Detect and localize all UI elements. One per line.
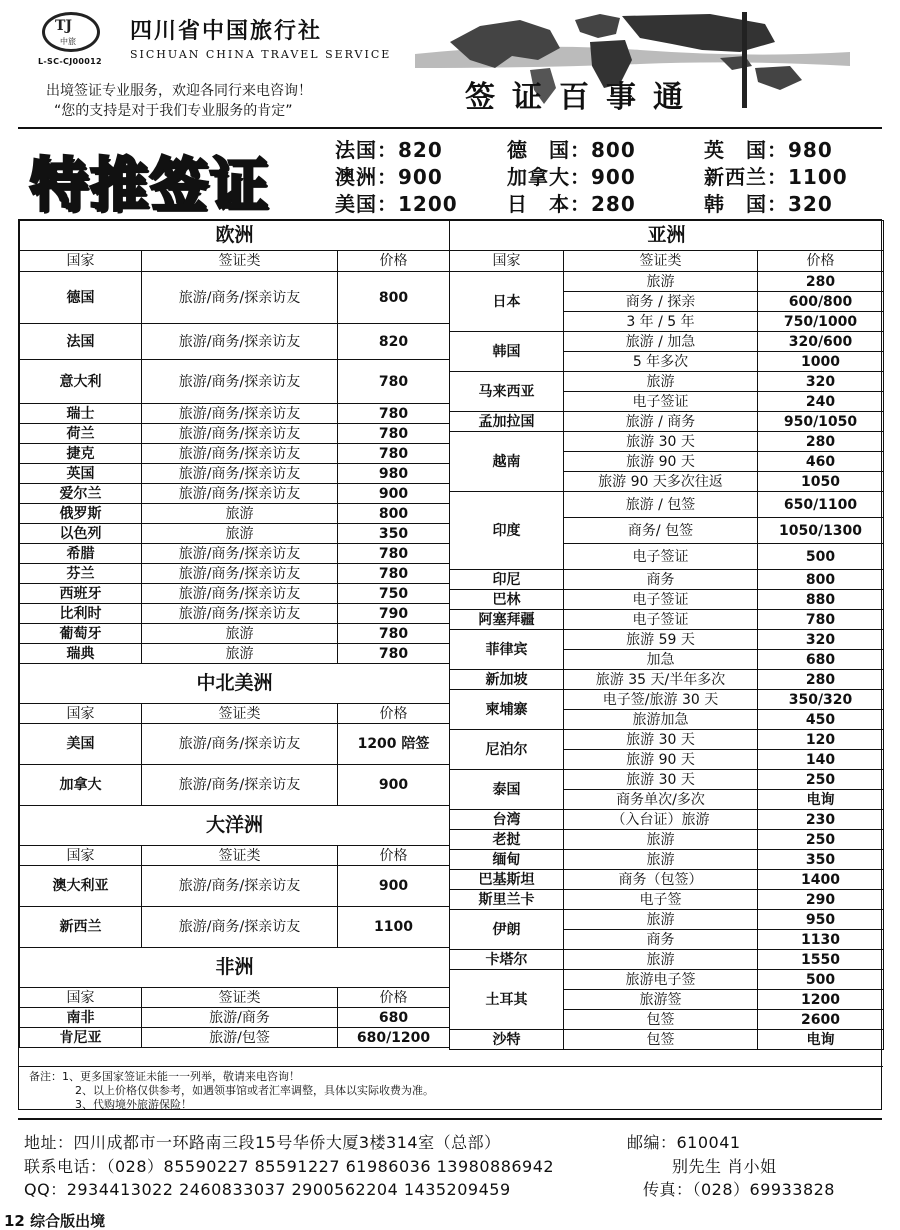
region-title: 中北美洲 [20, 664, 450, 704]
price-cell: 320 [758, 372, 884, 392]
price-cell: 500 [758, 970, 884, 990]
country-cell: 俄罗斯 [20, 504, 142, 524]
table-row [20, 524, 450, 544]
visa-type-cell: 电子签证 [564, 590, 758, 610]
table-row [20, 564, 450, 584]
table-row [450, 610, 884, 630]
table-row [450, 870, 884, 890]
country-cell: 缅甸 [450, 850, 564, 870]
country-cell: 爱尔兰 [20, 484, 142, 504]
price-cell: 950/1050 [758, 412, 884, 432]
country-cell: 孟加拉国 [450, 412, 564, 432]
country-cell: 土耳其 [450, 970, 564, 1030]
visa-type-cell: 旅游 35 天/半年多次 [564, 670, 758, 690]
footer-qq: QQ：2934413022 2460833037 2900562204 1435209459 [24, 1180, 511, 1199]
table-row [20, 1008, 450, 1028]
table-row [450, 970, 884, 990]
price-cell: 800 [338, 504, 450, 524]
price-cell: 600/800 [758, 292, 884, 312]
table-row [20, 444, 450, 464]
country-cell: 日本 [450, 272, 564, 332]
visa-type-cell: 旅游/商务/探亲访友 [142, 360, 338, 404]
country-cell: 德国 [20, 272, 142, 324]
visa-type-cell: 旅游/商务/探亲访友 [142, 404, 338, 424]
table-row [450, 570, 884, 590]
price-cell: 790 [338, 604, 450, 624]
country-cell: 瑞典 [20, 644, 142, 664]
agency-name-cn: 四川省中国旅行社 [130, 18, 323, 44]
price-cell: 650/1100 [758, 492, 884, 518]
column-header-country: 国家 [450, 251, 564, 272]
price-cell: 980 [338, 464, 450, 484]
table-row [450, 372, 884, 392]
visa-type-cell: 商务 [564, 930, 758, 950]
visa-type-cell: 旅游 90 天 [564, 452, 758, 472]
country-cell: 巴林 [450, 590, 564, 610]
country-cell: 以色列 [20, 524, 142, 544]
visa-type-cell: 旅游/商务/探亲访友 [142, 424, 338, 444]
visa-type-cell: 旅游 30 天 [564, 730, 758, 750]
column-header-visa-type: 签证类 [142, 251, 338, 272]
country-cell: 新加坡 [450, 670, 564, 690]
visa-type-cell: 旅游/商务/探亲访友 [142, 765, 338, 806]
visa-type-cell: 加急 [564, 650, 758, 670]
visa-type-cell: 旅游 59 天 [564, 630, 758, 650]
note-2: 2、以上价格仅供参考，如遇领事馆或者汇率调整，具体以实际收费为准。 [75, 1084, 434, 1097]
country-cell: 捷克 [20, 444, 142, 464]
price-cell: 250 [758, 770, 884, 790]
table-row [20, 272, 450, 324]
visa-type-cell: 旅游/商务/探亲访友 [142, 604, 338, 624]
country-cell: 韩国 [450, 332, 564, 372]
country-cell: 意大利 [20, 360, 142, 404]
price-cell: 1200 陪签 [338, 724, 450, 765]
visa-type-cell: 旅游 [564, 272, 758, 292]
column-header-visa-type: 签证类 [142, 704, 338, 724]
table-row [450, 910, 884, 930]
column-header-country: 国家 [20, 704, 142, 724]
region-header-row [20, 221, 450, 251]
price-cell: 780 [338, 360, 450, 404]
visa-type-cell: 旅游/商务/探亲访友 [142, 564, 338, 584]
footer-fax: 传真：（028）69933828 [643, 1180, 835, 1199]
column-header-country: 国家 [20, 846, 142, 866]
visa-type-cell: 旅游/包签 [142, 1028, 338, 1048]
table-row [450, 412, 884, 432]
price-cell: 1550 [758, 950, 884, 970]
table-row [20, 1028, 450, 1048]
visa-type-cell: 旅游 [564, 950, 758, 970]
country-cell: 卡塔尔 [450, 950, 564, 970]
region-header-row [450, 221, 884, 251]
price-cell: 780 [338, 644, 450, 664]
footer-divider [18, 1118, 882, 1120]
price-cell: 750 [338, 584, 450, 604]
price-cell: 780 [338, 544, 450, 564]
column-header-price: 价格 [338, 846, 450, 866]
country-cell: 印度 [450, 492, 564, 570]
price-cell: 1100 [338, 907, 450, 948]
visa-type-cell: 旅游 30 天 [564, 432, 758, 452]
license-number: L-SC-CJ00012 [38, 57, 102, 66]
price-cell: 240 [758, 392, 884, 412]
region-title: 大洋洲 [20, 806, 450, 846]
visa-type-cell: 旅游 / 商务 [564, 412, 758, 432]
slogan-line-1: 出境签证专业服务，欢迎各同行来电咨询！ [46, 83, 312, 99]
country-cell: 菲律宾 [450, 630, 564, 670]
table-row [450, 690, 884, 710]
visa-type-cell: 旅游 [142, 644, 338, 664]
region-header-row [20, 806, 450, 846]
table-row [450, 630, 884, 650]
country-cell: 尼泊尔 [450, 730, 564, 770]
visa-type-cell: （入台证）旅游 [564, 810, 758, 830]
price-cell: 350 [338, 524, 450, 544]
column-header-price: 价格 [338, 251, 450, 272]
price-cell: 280 [758, 272, 884, 292]
visa-type-cell: 旅游/商务/探亲访友 [142, 866, 338, 907]
table-row [450, 670, 884, 690]
region-title: 非洲 [20, 948, 450, 988]
price-cell: 800 [758, 570, 884, 590]
column-header-row [20, 988, 450, 1008]
column-header-visa-type: 签证类 [142, 846, 338, 866]
column-header-country: 国家 [20, 251, 142, 272]
price-cell: 320/600 [758, 332, 884, 352]
price-cell: 1050 [758, 472, 884, 492]
column-header-row [20, 846, 450, 866]
table-row [20, 484, 450, 504]
visa-type-cell: 电子签证 [564, 392, 758, 412]
table-row [450, 432, 884, 452]
country-cell: 巴基斯坦 [450, 870, 564, 890]
featured-price-new-zealand: 新西兰：1100 [704, 165, 848, 189]
table-row [450, 770, 884, 790]
country-cell: 伊朗 [450, 910, 564, 950]
price-cell: 780 [338, 624, 450, 644]
country-cell: 肯尼亚 [20, 1028, 142, 1048]
price-cell: 1400 [758, 870, 884, 890]
price-cell: 1000 [758, 352, 884, 372]
country-cell: 比利时 [20, 604, 142, 624]
table-row [450, 830, 884, 850]
visa-type-cell: 电子签证 [564, 610, 758, 630]
featured-price-korea: 韩 国：320 [704, 192, 833, 216]
price-cell: 780 [758, 610, 884, 630]
price-cell: 2600 [758, 1010, 884, 1030]
country-cell: 西班牙 [20, 584, 142, 604]
note-1: 备注：1、更多国家签证未能一一列举，敬请来电咨询！ [29, 1070, 300, 1083]
visa-type-cell: 旅游/商务/探亲访友 [142, 464, 338, 484]
country-cell: 印尼 [450, 570, 564, 590]
price-cell: 820 [338, 324, 450, 360]
visa-type-cell: 旅游 / 包签 [564, 492, 758, 518]
visa-type-cell: 商务（包签） [564, 870, 758, 890]
country-cell: 芬兰 [20, 564, 142, 584]
visa-type-cell: 旅游 [564, 850, 758, 870]
table-row [20, 324, 450, 360]
header-divider [18, 127, 882, 129]
country-cell: 葡萄牙 [20, 624, 142, 644]
country-cell: 沙特 [450, 1030, 564, 1050]
table-row [20, 360, 450, 404]
price-cell: 500 [758, 544, 884, 570]
table-row [450, 890, 884, 910]
visa-type-cell: 旅游/商务/探亲访友 [142, 272, 338, 324]
visa-price-tables [18, 219, 882, 1110]
company-logo [42, 12, 100, 52]
price-cell: 1050/1300 [758, 518, 884, 544]
visa-type-cell: 商务 / 探亲 [564, 292, 758, 312]
price-cell: 680 [338, 1008, 450, 1028]
table-row [450, 810, 884, 830]
price-cell: 780 [338, 564, 450, 584]
price-cell: 780 [338, 424, 450, 444]
visa-type-cell: 商务 [564, 570, 758, 590]
visa-type-cell: 电子签 [564, 890, 758, 910]
table-row [450, 730, 884, 750]
table-row [450, 590, 884, 610]
price-cell: 320 [758, 630, 884, 650]
visa-type-cell: 3 年 / 5 年 [564, 312, 758, 332]
country-cell: 阿塞拜疆 [450, 610, 564, 630]
table-row [20, 504, 450, 524]
visa-type-cell: 旅游 30 天 [564, 770, 758, 790]
column-header-row [450, 251, 884, 272]
price-cell: 880 [758, 590, 884, 610]
price-cell: 电询 [758, 1030, 884, 1050]
country-cell: 美国 [20, 724, 142, 765]
region-title: 亚洲 [450, 221, 884, 251]
price-cell: 350/320 [758, 690, 884, 710]
country-cell: 荷兰 [20, 424, 142, 444]
column-header-visa-type: 签证类 [142, 988, 338, 1008]
country-cell: 法国 [20, 324, 142, 360]
table-row [20, 866, 450, 907]
country-cell: 瑞士 [20, 404, 142, 424]
left-price-table [19, 220, 450, 1048]
visa-type-cell: 旅游加急 [564, 710, 758, 730]
featured-visa-title: 特推签证 [30, 151, 271, 219]
table-row [20, 624, 450, 644]
price-cell: 1130 [758, 930, 884, 950]
price-cell: 950 [758, 910, 884, 930]
visa-type-cell: 商务/ 包签 [564, 518, 758, 544]
price-cell: 250 [758, 830, 884, 850]
visa-type-cell: 旅游/商务/探亲访友 [142, 907, 338, 948]
country-cell: 希腊 [20, 544, 142, 564]
agency-name-en: SICHUAN CHINA TRAVEL SERVICE [130, 48, 392, 61]
country-cell: 柬埔寨 [450, 690, 564, 730]
price-cell: 800 [338, 272, 450, 324]
visa-type-cell: 5 年多次 [564, 352, 758, 372]
visa-type-cell: 旅游 [142, 524, 338, 544]
notes [19, 1066, 883, 1111]
price-cell: 780 [338, 404, 450, 424]
note-3: 3、代购境外旅游保险！ [75, 1098, 192, 1111]
region-header-row [20, 664, 450, 704]
price-cell: 900 [338, 866, 450, 907]
column-header-price: 价格 [338, 988, 450, 1008]
visa-type-cell: 包签 [564, 1030, 758, 1050]
visa-type-cell: 旅游/商务/探亲访友 [142, 544, 338, 564]
column-header-price: 价格 [758, 251, 884, 272]
price-cell: 280 [758, 432, 884, 452]
column-header-visa-type: 签证类 [564, 251, 758, 272]
visa-type-cell: 旅游 90 天 [564, 750, 758, 770]
visa-type-cell: 旅游 [142, 504, 338, 524]
visa-type-cell: 旅游/商务/探亲访友 [142, 584, 338, 604]
price-cell: 280 [758, 670, 884, 690]
price-cell: 1200 [758, 990, 884, 1010]
table-row [20, 464, 450, 484]
featured-price-usa: 美国：1200 [335, 192, 458, 216]
price-cell: 900 [338, 765, 450, 806]
visa-type-cell: 旅游/商务/探亲访友 [142, 444, 338, 464]
logo-mark: TJ [55, 18, 73, 34]
footer-contacts: 别先生 肖小姐 [672, 1157, 777, 1176]
table-row [20, 604, 450, 624]
table-row [20, 907, 450, 948]
table-row [450, 272, 884, 292]
table-row [20, 724, 450, 765]
price-cell: 680/1200 [338, 1028, 450, 1048]
visa-type-cell: 旅游 [564, 830, 758, 850]
region-header-row [20, 948, 450, 988]
table-row [20, 765, 450, 806]
table-row [450, 492, 884, 518]
visa-type-cell: 旅游/商务/探亲访友 [142, 324, 338, 360]
footer-address: 地址：四川成都市一环路南三段15号华侨大厦3楼314室（总部） [24, 1133, 501, 1152]
column-header-country: 国家 [20, 988, 142, 1008]
tagline: 签证百事通 [465, 80, 700, 115]
visa-type-cell: 旅游 90 天多次往返 [564, 472, 758, 492]
visa-type-cell: 旅游 / 加急 [564, 332, 758, 352]
visa-type-cell: 商务单次/多次 [564, 790, 758, 810]
visa-type-cell: 旅游 [142, 624, 338, 644]
region-title: 欧洲 [20, 221, 450, 251]
column-header-row [20, 251, 450, 272]
featured-price-canada: 加拿大：900 [507, 165, 636, 189]
price-cell: 900 [338, 484, 450, 504]
price-cell: 290 [758, 890, 884, 910]
price-cell: 450 [758, 710, 884, 730]
table-row [450, 850, 884, 870]
price-cell: 750/1000 [758, 312, 884, 332]
visa-type-cell: 旅游电子签 [564, 970, 758, 990]
logo-sub: 中旅 [60, 37, 76, 46]
country-cell: 斯里兰卡 [450, 890, 564, 910]
table-row [20, 424, 450, 444]
table-row [20, 404, 450, 424]
visa-type-cell: 旅游签 [564, 990, 758, 1010]
featured-price-germany: 德 国：800 [507, 138, 636, 162]
country-cell: 老挝 [450, 830, 564, 850]
country-cell: 英国 [20, 464, 142, 484]
visa-type-cell: 电子签/旅游 30 天 [564, 690, 758, 710]
footer-phone: 联系电话：（028）85590227 85591227 61986036 13980886942 [24, 1157, 555, 1176]
country-cell: 澳大利亚 [20, 866, 142, 907]
slogan-line-2: “您的支持是对于我们专业服务的肯定” [54, 103, 293, 119]
price-cell: 460 [758, 452, 884, 472]
visa-type-cell: 旅游/商务/探亲访友 [142, 484, 338, 504]
table-row [450, 332, 884, 352]
page-label: 12 综合版出境 [4, 1212, 106, 1230]
featured-price-uk: 英 国：980 [704, 138, 833, 162]
country-cell: 台湾 [450, 810, 564, 830]
visa-type-cell: 包签 [564, 1010, 758, 1030]
table-row [20, 584, 450, 604]
country-cell: 新西兰 [20, 907, 142, 948]
featured-price-japan: 日 本：280 [507, 192, 636, 216]
visa-type-cell: 旅游/商务/探亲访友 [142, 724, 338, 765]
footer-postcode: 邮编：610041 [627, 1133, 741, 1152]
featured-price-france: 法国：820 [335, 138, 443, 162]
country-cell: 加拿大 [20, 765, 142, 806]
column-header-price: 价格 [338, 704, 450, 724]
price-cell: 电询 [758, 790, 884, 810]
asia-price-table [449, 220, 884, 1050]
price-cell: 680 [758, 650, 884, 670]
table-row [20, 544, 450, 564]
visa-type-cell: 旅游 [564, 910, 758, 930]
table-row [450, 950, 884, 970]
column-header-row [20, 704, 450, 724]
table-row [20, 644, 450, 664]
featured-price-australia: 澳洲：900 [335, 165, 443, 189]
price-cell: 230 [758, 810, 884, 830]
country-cell: 南非 [20, 1008, 142, 1028]
table-row [450, 1030, 884, 1050]
visa-type-cell: 旅游/商务 [142, 1008, 338, 1028]
price-cell: 350 [758, 850, 884, 870]
country-cell: 泰国 [450, 770, 564, 810]
price-cell: 140 [758, 750, 884, 770]
country-cell: 越南 [450, 432, 564, 492]
visa-type-cell: 电子签证 [564, 544, 758, 570]
country-cell: 马来西亚 [450, 372, 564, 412]
price-cell: 780 [338, 444, 450, 464]
visa-type-cell: 旅游 [564, 372, 758, 392]
price-cell: 120 [758, 730, 884, 750]
